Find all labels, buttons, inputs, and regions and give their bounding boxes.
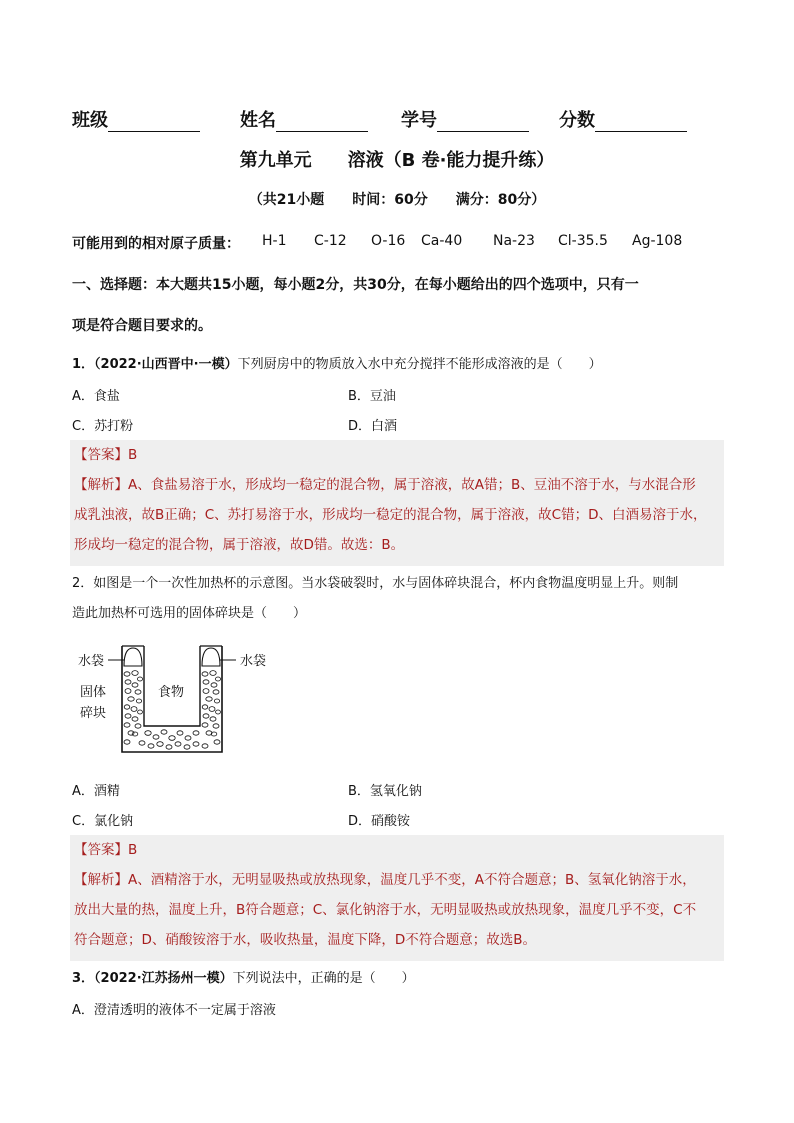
question-2-stem-line2: 造此加热杯可选用的固体碎块是（ ） xyxy=(72,606,307,621)
q2-answer-box xyxy=(70,835,724,961)
page-subtitle: （共21小题 时间：60分 满分：80分） xyxy=(248,192,546,208)
q2-answer: 【答案】B xyxy=(74,842,138,858)
q1-option-a[interactable]: A．食盐 xyxy=(72,389,120,404)
atomic-mass-item: Ag-108 xyxy=(632,233,683,249)
score-label: 分数 xyxy=(559,110,595,131)
question-number: 2． xyxy=(72,576,94,591)
class-label: 班级 xyxy=(72,110,108,131)
q1-option-d[interactable]: D．白酒 xyxy=(348,419,398,434)
q1-analysis-line: 形成均一稳定的混合物，属于溶液，故D错。故选：B。 xyxy=(74,537,405,553)
atomic-mass-item: Ca-40 xyxy=(421,233,463,249)
solid-label-line1: 固体 xyxy=(80,685,107,700)
solid-fragments xyxy=(124,671,221,750)
question-2-stem-line1 xyxy=(72,572,678,591)
question-number: 1． xyxy=(72,357,95,372)
atomic-mass-label: 可能用到的相对原子质量： xyxy=(72,236,240,252)
q2-option-a[interactable]: A．酒精 xyxy=(72,784,120,799)
score-blank[interactable] xyxy=(595,113,687,132)
question-3-stem xyxy=(72,967,415,986)
atomic-mass-item: Cl-35.5 xyxy=(558,233,608,249)
atomic-mass-item: O-16 xyxy=(371,233,406,249)
question-source: （2022·江苏扬州一模） xyxy=(94,971,233,986)
id-blank[interactable] xyxy=(437,113,529,132)
q3-option-a[interactable]: A．澄清透明的液体不一定属于溶液 xyxy=(72,1003,276,1018)
score-field xyxy=(559,106,687,132)
id-field xyxy=(401,106,529,132)
q1-answer: 【答案】B xyxy=(74,447,138,463)
q2-analysis-line: 符合题意；D、硝酸铵溶于水，吸收热量，温度下降，D不符合题意；故选B。 xyxy=(74,932,537,948)
class-blank[interactable] xyxy=(108,113,200,132)
atomic-mass-item: H-1 xyxy=(262,233,287,249)
class-field xyxy=(72,106,200,132)
id-label: 学号 xyxy=(401,110,437,131)
q1-option-c[interactable]: C．苏打粉 xyxy=(72,419,134,434)
question-source: （2022·山西晋中·一模） xyxy=(94,357,238,372)
water-bag-right-shape xyxy=(202,648,220,666)
question-1-stem xyxy=(72,353,602,372)
section-heading-line2: 项是符合题目要求的。 xyxy=(72,318,212,334)
question-text: 下列说法中，正确的是（ ） xyxy=(232,971,415,986)
question-number: 3． xyxy=(72,971,95,986)
atomic-mass-item: C-12 xyxy=(314,233,347,249)
name-field xyxy=(240,106,368,132)
name-label: 姓名 xyxy=(240,110,276,131)
name-blank[interactable] xyxy=(276,113,368,132)
food-label: 食物 xyxy=(158,685,185,700)
section-heading-line1: 一、选择题：本大题共15小题，每小题2分，共30分，在每小题给出的四个选项中，只有一 xyxy=(72,277,639,293)
q2-option-c[interactable]: C．氯化钠 xyxy=(72,814,134,829)
question-text: 下列厨房中的物质放入水中充分搅拌不能形成溶液的是（ ） xyxy=(237,357,602,372)
heating-cup-figure xyxy=(72,638,282,760)
q1-option-b[interactable]: B．豆油 xyxy=(348,389,396,404)
q1-analysis-line: 【解析】A、食盐易溶于水，形成均一稳定的混合物，属于溶液，故A错；B、豆油不溶于水，与水混合形 xyxy=(74,477,696,493)
q1-answer-box xyxy=(70,440,724,566)
q2-option-d[interactable]: D．硝酸铵 xyxy=(348,814,411,829)
page-title: 第九单元 溶液（B 卷·能力提升练） xyxy=(239,150,555,171)
q1-analysis-line: 成乳浊液，故B正确；C、苏打易溶于水，形成均一稳定的混合物，属于溶液，故C错；D、白酒易溶于水， xyxy=(74,507,707,523)
water-bag-left-label: 水袋 xyxy=(78,654,105,669)
water-bag-left-shape xyxy=(124,648,142,666)
q2-option-b[interactable]: B．氢氧化钠 xyxy=(348,784,422,799)
q2-analysis-line: 【解析】A、酒精溶于水，无明显吸热或放热现象，温度几乎不变，A不符合题意；B、氢氧化钠溶于水， xyxy=(74,872,696,888)
solid-label-line2: 碎块 xyxy=(80,706,107,721)
question-text: 如图是一个一次性加热杯的示意图。当水袋破裂时，水与固体碎块混合，杯内食物温度明显上升。则制 xyxy=(93,576,679,591)
q2-analysis-line: 放出大量的热，温度上升，B符合题意；C、氯化钠溶于水，无明显吸热或放热现象，温度几乎不变，C不 xyxy=(74,902,697,918)
water-bag-right-label: 水袋 xyxy=(240,654,267,669)
atomic-mass-item: Na-23 xyxy=(493,233,535,249)
